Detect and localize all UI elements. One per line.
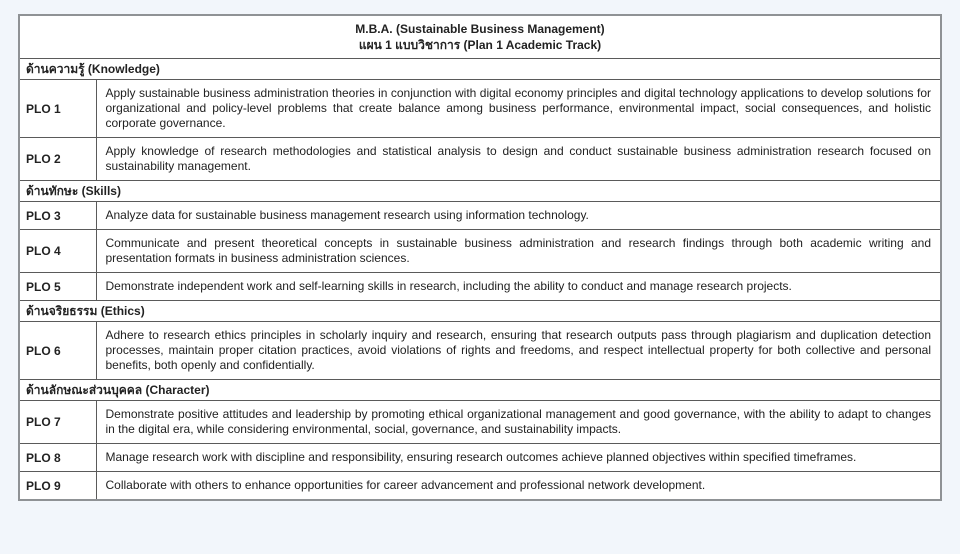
program-title: M.B.A. (Sustainable Business Management) — [355, 22, 605, 36]
section-heading: ด้านทักษะ (Skills) — [19, 181, 941, 202]
plo-description-cell: Communicate and present theoretical concepts in sustainable business administration and research findings through both academic writing and presentation formats in business administration sciences. — [96, 230, 941, 273]
plo-code-cell: PLO 3 — [19, 202, 96, 230]
plo-description-cell: Apply sustainable business administration theories in conjunction with digital economy principles and digital technology applications to develop solutions for organizational and policy-level problems that create balance among business performance, environmental impact, social consequences, and holistic corporate governance. — [96, 80, 941, 138]
table-title-row — [19, 15, 941, 59]
plo-row — [19, 401, 941, 444]
plo-row — [19, 444, 941, 472]
plo-description-cell: Apply knowledge of research methodologies and statistical analysis to design and conduct sustainable business administration research focused on sustainability management. — [96, 138, 941, 181]
plo-row — [19, 138, 941, 181]
plo-description-cell: Adhere to research ethics principles in scholarly inquiry and research, ensuring that research outputs pass through plagiarism and duplication detection processes, maintain proper citation practices, avoid violations of rights and freedoms, and respect intellectual property for both collective and personal benefits, both openly and confidentially. — [96, 322, 941, 380]
table-title-cell — [19, 15, 941, 59]
plo-description-cell: Manage research work with discipline and responsibility, ensuring research outcomes achieve planned objectives within specified timeframes. — [96, 444, 941, 472]
plo-description-cell: Demonstrate positive attitudes and leadership by promoting ethical organizational management and good governance, with the ability to adapt to changes in the digital era, while considering environmental, social, governance, and sustainability impacts. — [96, 401, 941, 444]
plo-row — [19, 273, 941, 301]
plo-code-cell: PLO 7 — [19, 401, 96, 444]
plo-code-cell: PLO 5 — [19, 273, 96, 301]
plo-row — [19, 80, 941, 138]
section-heading-row — [19, 301, 941, 322]
plo-code-cell: PLO 1 — [19, 80, 96, 138]
plo-row — [19, 202, 941, 230]
plo-row — [19, 230, 941, 273]
plo-code-cell: PLO 9 — [19, 472, 96, 501]
section-heading-row — [19, 380, 941, 401]
plo-description-cell: Analyze data for sustainable business management research using information technology. — [96, 202, 941, 230]
plo-code-cell: PLO 6 — [19, 322, 96, 380]
plan-subtitle: แผน 1 แบบวิชาการ (Plan 1 Academic Track) — [358, 38, 602, 52]
section-heading: ด้านความรู้ (Knowledge) — [19, 59, 941, 80]
plo-code-cell: PLO 4 — [19, 230, 96, 273]
plo-table — [18, 14, 942, 501]
plo-code-cell: PLO 2 — [19, 138, 96, 181]
section-heading: ด้านลักษณะส่วนบุคคล (Character) — [19, 380, 941, 401]
plo-row — [19, 322, 941, 380]
plo-code-cell: PLO 8 — [19, 444, 96, 472]
section-heading: ด้านจริยธรรม (Ethics) — [19, 301, 941, 322]
section-heading-row — [19, 181, 941, 202]
plo-row — [19, 472, 941, 501]
plo-description-cell: Demonstrate independent work and self-learning skills in research, including the ability to conduct and manage research projects. — [96, 273, 941, 301]
section-heading-row — [19, 59, 941, 80]
plo-description-cell: Collaborate with others to enhance opportunities for career advancement and professional network development. — [96, 472, 941, 501]
